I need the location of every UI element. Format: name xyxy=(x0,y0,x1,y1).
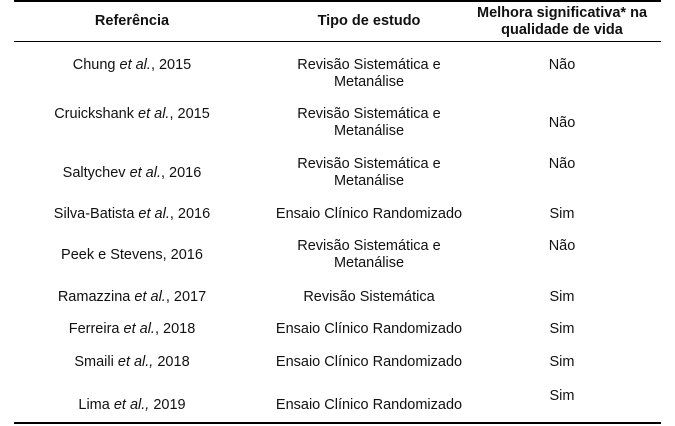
row-3-resultado: Não xyxy=(548,156,576,172)
row-3-etal: et al. xyxy=(129,165,161,181)
row-9-year: 2019 xyxy=(149,397,186,413)
row-9-resultado: Sim xyxy=(549,388,575,404)
row-2-resultado: Não xyxy=(548,115,576,131)
row-3-tipo-line2: Metanálise xyxy=(333,173,405,189)
row-1-author: Chung xyxy=(72,57,116,73)
row-2-tipo-line2: Metanálise xyxy=(333,123,405,139)
row-4-referencia xyxy=(24,206,240,223)
row-5-referencia xyxy=(24,247,240,264)
row-4-year: , 2016 xyxy=(169,206,211,222)
row-9-tipo xyxy=(250,397,488,414)
row-7-tipo-line1: Ensaio Clínico Randomizado xyxy=(275,321,463,337)
row-7-referencia xyxy=(24,321,240,338)
row-6-referencia xyxy=(24,289,240,306)
header-melhora-line1: Melhora significativa* na xyxy=(476,5,648,21)
header-melhora-line2: qualidade de vida xyxy=(501,22,623,38)
row-8-year: 2018 xyxy=(153,354,190,370)
row-3-tipo-line1: Revisão Sistemática e xyxy=(297,156,441,172)
row-7-tipo xyxy=(250,321,488,338)
row-5-tipo-line2: Metanálise xyxy=(333,255,405,271)
row-2-referencia xyxy=(24,106,240,123)
row-1-referencia xyxy=(24,57,240,74)
row-3-referencia xyxy=(24,165,240,182)
row-5-author: Peek e Stevens, 2016 xyxy=(61,247,203,263)
row-8-tipo-line1: Ensaio Clínico Randomizado xyxy=(275,354,463,370)
row-2-etal: et al. xyxy=(138,106,170,122)
row-8-author: Smaili xyxy=(74,354,114,370)
row-6-author: Ramazzina xyxy=(57,289,131,305)
row-1-tipo-line2: Metanálise xyxy=(333,74,405,90)
row-1-year: , 2015 xyxy=(150,57,192,73)
table-bottom-rule xyxy=(14,422,661,424)
row-8-tipo xyxy=(250,354,488,371)
row-9-etal: et al., xyxy=(113,397,150,413)
row-4-author: Silva-Batista xyxy=(53,206,135,222)
table-top-rule xyxy=(14,0,661,2)
row-2-tipo xyxy=(250,106,488,140)
row-4-etal: et al. xyxy=(138,206,170,222)
row-5-tipo xyxy=(250,238,488,272)
row-7-author: Ferreira xyxy=(68,321,120,337)
row-9-referencia xyxy=(24,397,240,414)
row-7-year: , 2018 xyxy=(154,321,196,337)
row-6-tipo-line1: Revisão Sistemática xyxy=(303,289,435,305)
row-8-referencia xyxy=(24,354,240,371)
row-2-author: Cruickshank xyxy=(54,106,134,122)
header-melhora xyxy=(462,5,662,39)
row-6-etal: et al. xyxy=(134,289,166,305)
row-3-year: , 2016 xyxy=(161,165,202,181)
header-tipo-estudo: Tipo de estudo xyxy=(317,13,421,29)
row-6-tipo xyxy=(250,289,488,306)
row-7-etal: et al. xyxy=(123,321,155,337)
row-3-tipo xyxy=(250,156,488,190)
row-9-tipo-line1: Ensaio Clínico Randomizado xyxy=(275,397,463,413)
row-1-tipo-line1: Revisão Sistemática e xyxy=(297,57,441,73)
row-8-etal: et al., xyxy=(117,354,154,370)
row-1-tipo xyxy=(250,57,488,91)
table-header-rule xyxy=(14,41,661,42)
row-1-resultado: Não xyxy=(548,57,576,73)
row-5-resultado: Não xyxy=(548,238,576,254)
row-4-tipo xyxy=(250,206,488,223)
row-2-year: , 2015 xyxy=(169,106,210,122)
row-2-tipo-line1: Revisão Sistemática e xyxy=(297,106,441,122)
row-1-etal: et al. xyxy=(119,57,151,73)
header-referencia: Referência xyxy=(94,13,170,29)
row-4-resultado: Sim xyxy=(549,206,575,222)
row-6-resultado: Sim xyxy=(549,289,575,305)
row-6-year: , 2017 xyxy=(165,289,207,305)
row-8-resultado: Sim xyxy=(549,354,575,370)
row-4-tipo-line1: Ensaio Clínico Randomizado xyxy=(275,206,463,222)
row-7-resultado: Sim xyxy=(549,321,575,337)
row-5-tipo-line1: Revisão Sistemática e xyxy=(297,238,441,254)
row-3-author: Saltychev xyxy=(62,165,126,181)
row-9-author: Lima xyxy=(78,397,110,413)
